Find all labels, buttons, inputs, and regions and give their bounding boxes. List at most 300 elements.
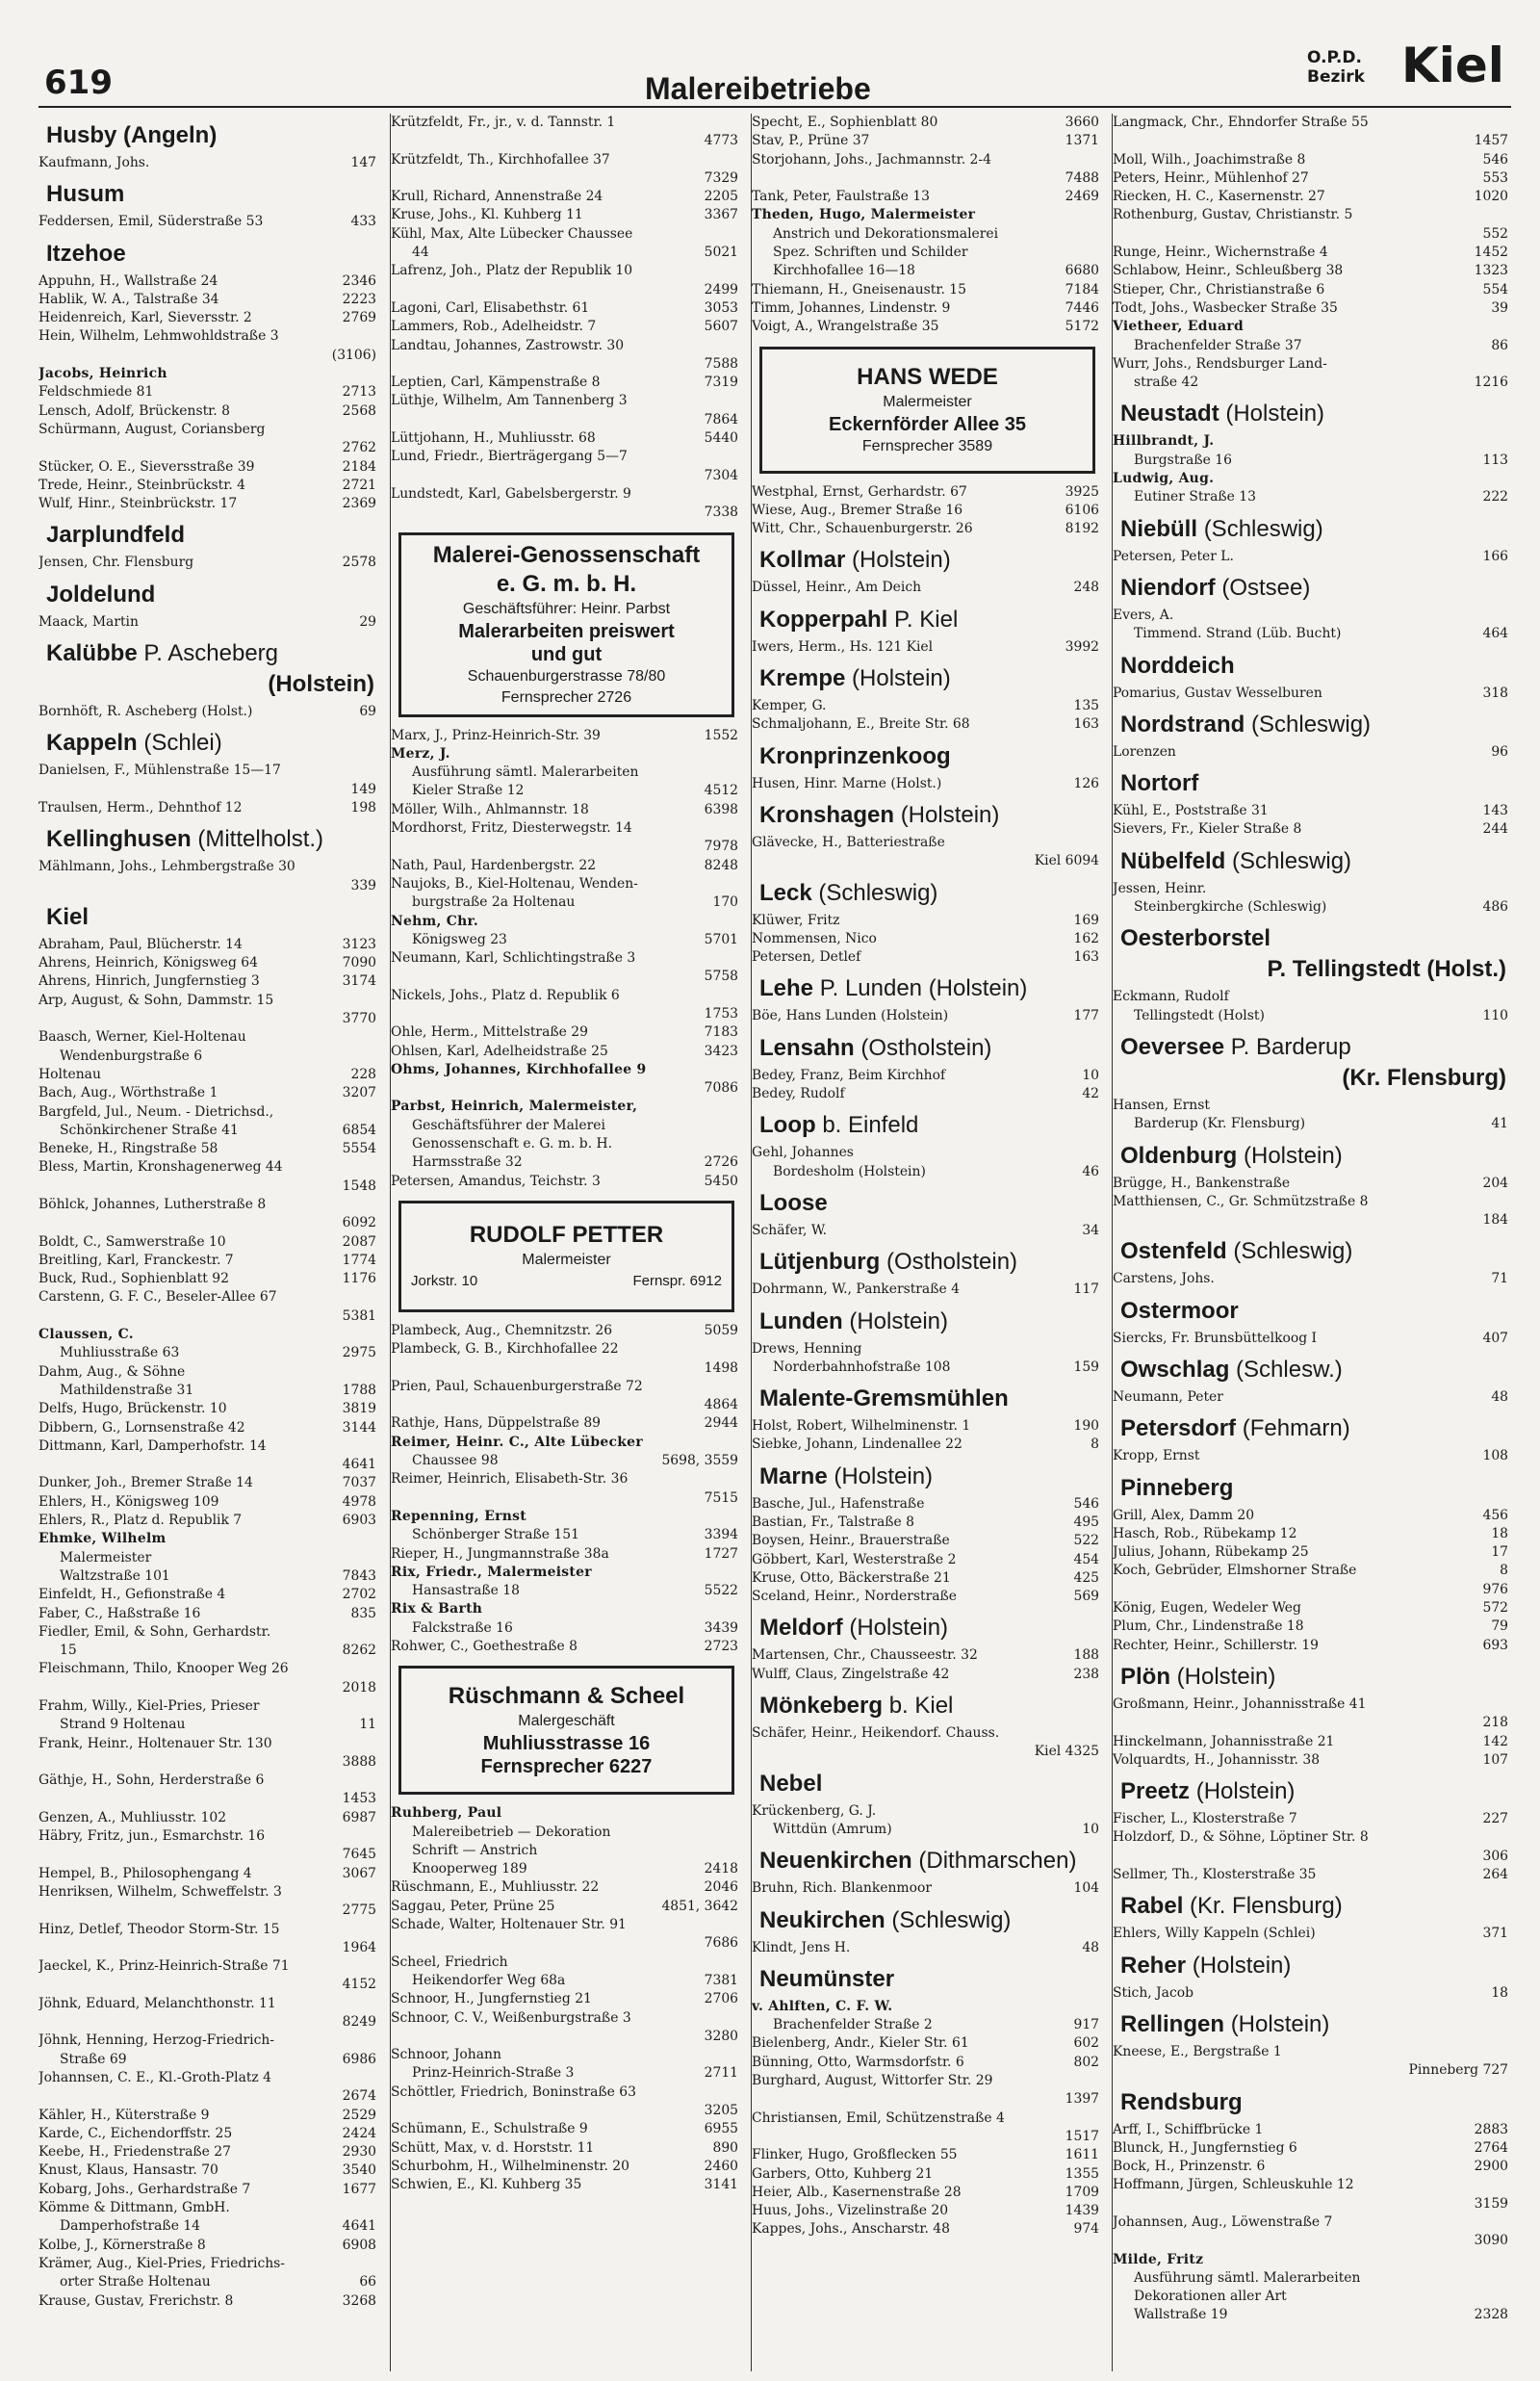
listing-continuation bbox=[391, 411, 742, 429]
phone-number: 5021 bbox=[704, 245, 738, 261]
phone-number: 4512 bbox=[704, 783, 738, 799]
listing-text: Krull, Richard, Annenstraße 24 bbox=[391, 189, 603, 205]
listing-text: Gehl, Johannes bbox=[752, 1145, 854, 1161]
listing-text: Häbry, Fritz, jun., Esmarchstr. 16 bbox=[38, 1828, 266, 1845]
listing-entry bbox=[38, 613, 380, 632]
listing-text: Lammers, Rob., Adelheidstr. 7 bbox=[391, 319, 597, 335]
listing-entry bbox=[391, 337, 742, 355]
place-heading bbox=[759, 1612, 1103, 1644]
listing-entry bbox=[1113, 2139, 1512, 2158]
place-heading bbox=[1120, 1235, 1512, 1268]
listing-text: Malermeister bbox=[60, 1549, 152, 1566]
listing-entry bbox=[38, 402, 380, 421]
listing-text: Todt, Johs., Wasbecker Straße 35 bbox=[1113, 299, 1338, 316]
place-qualifier: b. Kiel bbox=[888, 1693, 954, 1720]
phone-number: 3394 bbox=[704, 1527, 738, 1543]
listing-entry bbox=[391, 1173, 742, 1191]
listing-text: 7645 bbox=[342, 1847, 376, 1863]
listing-text: Kiel 4325 bbox=[1034, 1744, 1099, 1760]
listing-continuation bbox=[38, 2273, 380, 2291]
place-heading bbox=[46, 637, 380, 670]
place-name: Neustadt bbox=[1120, 401, 1219, 427]
listing-text: Reimer, Heinrich, Elisabeth-Str. 36 bbox=[391, 1471, 629, 1488]
listing-entry bbox=[38, 2237, 380, 2255]
listing-text: Runge, Heinr., Wichernstraße 4 bbox=[1113, 245, 1328, 261]
listing-text: Nommensen, Nico bbox=[752, 930, 877, 946]
phone-number: 2944 bbox=[704, 1415, 738, 1432]
place-qualifier: (Holstein) bbox=[1230, 2010, 1330, 2037]
listing-continuation bbox=[1113, 225, 1512, 244]
listing-text: Schnoor, C. V., Weißenburgstraße 3 bbox=[391, 2009, 631, 2026]
phone-number: 2723 bbox=[704, 1639, 738, 1654]
listing-text: Ludwig, Aug. bbox=[1113, 471, 1215, 487]
listing-entry bbox=[391, 1600, 742, 1618]
listing-text: Lagoni, Carl, Elisabethstr. 61 bbox=[391, 299, 590, 316]
listing-text: Fiedler, Emil, & Sohn, Gerhardstr. bbox=[38, 1623, 271, 1640]
listing-entry bbox=[752, 697, 1103, 715]
place-heading bbox=[759, 662, 1103, 695]
listing-text: Muhliusstraße 63 bbox=[60, 1345, 180, 1361]
listing-continuation bbox=[752, 2128, 1103, 2146]
listing-text: Schümann, E., Schulstraße 9 bbox=[391, 2121, 588, 2137]
place-qualifier: (Holstein) bbox=[849, 1307, 949, 1334]
column-1 bbox=[38, 114, 380, 2371]
listing-entry bbox=[1113, 1751, 1512, 1770]
place-qualifier: (Holstein) bbox=[1176, 1663, 1276, 1690]
listing-entry bbox=[38, 1530, 380, 1548]
listing-text: Feddersen, Emil, Süderstraße 53 bbox=[38, 214, 264, 230]
listing-text: Rothenburg, Gustav, Christianstr. 5 bbox=[1113, 207, 1353, 223]
listing-entry bbox=[391, 1954, 742, 1972]
listing-entry bbox=[752, 1495, 1103, 1514]
district-line-2: Bezirk bbox=[1307, 67, 1365, 87]
listing-entry bbox=[391, 1508, 742, 1526]
listing-text: 7515 bbox=[704, 1489, 738, 1506]
phone-number: 464 bbox=[1482, 626, 1508, 642]
phone-number: 147 bbox=[350, 155, 376, 170]
listing-entry bbox=[38, 1363, 380, 1382]
listing-entry bbox=[38, 1697, 380, 1716]
listing-entry bbox=[38, 2255, 380, 2273]
listing-text: Schlabow, Heinr., Schleußberg 38 bbox=[1113, 263, 1344, 279]
listing-entry bbox=[38, 992, 380, 1010]
listing-text: Geschäftsführer der Malerei bbox=[412, 1117, 605, 1133]
listing-entry bbox=[38, 1437, 380, 1456]
listing-entry bbox=[391, 727, 742, 745]
listing-text: Beneke, H., Ringstraße 58 bbox=[38, 1141, 218, 1157]
place-heading bbox=[1120, 1031, 1512, 1064]
listing-entry bbox=[752, 1532, 1103, 1550]
phone-number: 2369 bbox=[342, 496, 376, 512]
listing-text: Riecken, H. C., Kasernenstr. 27 bbox=[1113, 189, 1325, 205]
listing-text: Schürmann, August, Coriansberg bbox=[38, 421, 266, 437]
phone-number: 5554 bbox=[342, 1141, 376, 1157]
phone-number: 553 bbox=[1482, 169, 1508, 186]
listing-text: Bordesholm (Holstein) bbox=[773, 1163, 926, 1179]
listing-text: Hinckelmann, Johannisstraße 21 bbox=[1113, 1733, 1335, 1749]
phone-number: 4851, 3642 bbox=[661, 1898, 738, 1914]
phone-number: 227 bbox=[1482, 1811, 1508, 1827]
listing-text: Düssel, Heinr., Am Deich bbox=[752, 580, 922, 596]
listing-text: burgstraße 2a Holtenau bbox=[412, 894, 576, 911]
listing-entry bbox=[752, 948, 1103, 967]
phone-number: 17 bbox=[1491, 1544, 1508, 1561]
phone-number: 1439 bbox=[1065, 2203, 1099, 2219]
listing-entry bbox=[1113, 880, 1512, 898]
listing-entry bbox=[38, 2107, 380, 2125]
listing-continuation bbox=[391, 244, 742, 262]
listing-entry bbox=[38, 2161, 380, 2180]
phone-number: 2706 bbox=[704, 1991, 738, 2007]
listing-entry bbox=[752, 132, 1103, 150]
place-heading bbox=[759, 877, 1103, 910]
listing-text: 218 bbox=[1482, 1715, 1508, 1731]
phone-number: 86 bbox=[1491, 337, 1508, 353]
listing-entry bbox=[1113, 1097, 1512, 1115]
listing-entry bbox=[38, 1586, 380, 1604]
phone-number: 248 bbox=[1073, 580, 1099, 596]
listing-text: 7686 bbox=[704, 1935, 738, 1952]
listing-text: Parbst, Heinrich, Malermeister, bbox=[391, 1099, 638, 1115]
listing-entry bbox=[38, 383, 380, 401]
listing-text: Kaufmann, Johs. bbox=[38, 155, 150, 170]
place-qualifier: (Holstein) bbox=[1225, 401, 1325, 427]
listing-entry bbox=[38, 1028, 380, 1047]
listing-continuation bbox=[1113, 2232, 1512, 2250]
phone-number: 5440 bbox=[704, 430, 738, 447]
listing-text: Steinbergkirche (Schleswig) bbox=[1134, 899, 1327, 916]
listing-text: Wurr, Johs., Rendsburger Land- bbox=[1113, 355, 1327, 372]
listing-continuation bbox=[1113, 132, 1512, 150]
listing-continuation bbox=[752, 852, 1103, 870]
listing-continuation bbox=[391, 1972, 742, 1990]
place-qualifier: P. Kiel bbox=[894, 606, 959, 633]
listing-text: Landtau, Johannes, Zastrowstr. 30 bbox=[391, 337, 625, 353]
listing-text: Kähler, H., Küterstraße 9 bbox=[38, 2107, 210, 2123]
listing-continuation bbox=[1113, 1714, 1512, 1732]
listing-entry bbox=[1113, 743, 1512, 762]
place-name: Kappeln bbox=[46, 730, 138, 757]
listing-text: Specht, E., Sophienblatt 80 bbox=[752, 115, 938, 130]
listing-text: Ahrens, Heinrich, Königsweg 64 bbox=[38, 955, 258, 971]
phone-number: 5059 bbox=[704, 1322, 738, 1338]
place-heading bbox=[1120, 1890, 1512, 1923]
phone-number: 163 bbox=[1073, 716, 1099, 733]
listing-entry bbox=[391, 2083, 742, 2102]
listing-entry bbox=[1113, 1695, 1512, 1714]
listing-continuation bbox=[1113, 2269, 1512, 2288]
place-name: Mönkeberg bbox=[759, 1693, 884, 1720]
listing-text: Huus, Johs., Vizelinstraße 20 bbox=[752, 2203, 949, 2219]
listing-text: Schöttler, Friedrich, Boninstraße 63 bbox=[391, 2083, 636, 2100]
phone-number: 5698, 3559 bbox=[661, 1453, 738, 1469]
listing-entry bbox=[1113, 2121, 1512, 2139]
listing-entry bbox=[38, 1865, 380, 1883]
listing-continuation bbox=[38, 2087, 380, 2106]
phone-number: 69 bbox=[359, 704, 376, 720]
place-name: Ostermoor bbox=[1120, 1297, 1239, 1324]
phone-number: 2713 bbox=[342, 384, 376, 401]
place-heading bbox=[46, 178, 380, 211]
listing-entry bbox=[1113, 114, 1512, 132]
place-heading bbox=[1120, 1950, 1512, 1982]
place-heading bbox=[759, 1109, 1103, 1142]
listing-entry bbox=[391, 745, 742, 763]
phone-number: 113 bbox=[1482, 452, 1508, 468]
phone-number: 42 bbox=[1082, 1086, 1099, 1102]
listing-entry bbox=[38, 1474, 380, 1492]
listing-continuation bbox=[38, 1549, 380, 1567]
listing-text: Boysen, Heinr., Brauerstraße bbox=[752, 1533, 950, 1549]
listing-text: Dibbern, G., Lornsenstraße 42 bbox=[38, 1419, 245, 1436]
listing-text: Grill, Alex, Damm 20 bbox=[1113, 1507, 1255, 1523]
phone-number: 2726 bbox=[704, 1154, 738, 1171]
listing-entry bbox=[38, 1995, 380, 2013]
listing-entry bbox=[1113, 1828, 1512, 1847]
listing-entry bbox=[38, 2069, 380, 2087]
advertisement-genossenschaft bbox=[398, 532, 734, 717]
listing-continuation bbox=[38, 2051, 380, 2069]
listing-text: Neumann, Karl, Schlichtingstraße 3 bbox=[391, 950, 636, 967]
listing-continuation bbox=[1113, 374, 1512, 392]
listing-text: Sievers, Fr., Kieler Straße 8 bbox=[1113, 821, 1302, 838]
listing-entry bbox=[38, 477, 380, 495]
listing-entry bbox=[1113, 1388, 1512, 1407]
listing-entry bbox=[391, 913, 742, 931]
phone-number: 5607 bbox=[704, 319, 738, 335]
listing-text: Schmaljohann, E., Breite Str. 68 bbox=[752, 716, 970, 733]
listing-entry bbox=[752, 206, 1103, 224]
place-name: Lehe bbox=[759, 975, 814, 1002]
listing-continuation bbox=[752, 2016, 1103, 2034]
column-3 bbox=[751, 114, 1103, 2371]
listing-entry bbox=[38, 972, 380, 991]
listing-continuation bbox=[752, 262, 1103, 280]
listing-continuation bbox=[38, 1010, 380, 1028]
place-heading bbox=[1120, 1062, 1512, 1095]
listing-text: Falckstraße 16 bbox=[412, 1619, 513, 1636]
listing-entry bbox=[1113, 1637, 1512, 1655]
listing-entry bbox=[38, 1419, 380, 1437]
listing-entry bbox=[752, 2109, 1103, 2128]
listing-text: Neumann, Peter bbox=[1113, 1388, 1223, 1405]
ad-role: Malermeister bbox=[883, 393, 972, 410]
phone-number: 407 bbox=[1482, 1330, 1508, 1346]
listing-text: Kobarg, Johs., Gerhardstraße 7 bbox=[38, 2181, 251, 2197]
listing-entry bbox=[38, 1623, 380, 1642]
listing-text: Lorenzen bbox=[1113, 743, 1176, 760]
ad-phone: Fernspr. 6912 bbox=[632, 1272, 722, 1289]
listing-text: Plambeck, Aug., Chemnitzstr. 26 bbox=[391, 1322, 613, 1338]
listing-text: straße 42 bbox=[1134, 375, 1199, 391]
listing-continuation bbox=[391, 132, 742, 150]
place-name: Oesterborstel bbox=[1120, 925, 1271, 952]
place-heading bbox=[1120, 1412, 1512, 1445]
listing-text: Wittdün (Amrum) bbox=[773, 1821, 892, 1837]
listing-continuation bbox=[752, 2090, 1103, 2109]
place-qualifier: (Schleswig) bbox=[1203, 515, 1323, 542]
place-qualifier: (Schleswig) bbox=[1251, 711, 1372, 738]
place-qualifier: (Holstein) bbox=[852, 665, 951, 692]
place-name: Husby (Angeln) bbox=[46, 122, 218, 148]
listing-entry bbox=[1113, 1925, 1512, 1943]
listing-text: Anstrich und Dekorationsmalerei bbox=[773, 225, 999, 242]
phone-number: 2087 bbox=[342, 1233, 376, 1250]
listing-entry bbox=[752, 299, 1103, 318]
listing-text: Traulsen, Herm., Dehnthof 12 bbox=[38, 799, 243, 815]
listing-text: Boldt, C., Samwerstraße 10 bbox=[38, 1233, 226, 1250]
listing-text: Feldschmiede 81 bbox=[38, 384, 154, 401]
phone-number: 46 bbox=[1082, 1163, 1099, 1179]
listing-entry bbox=[38, 1735, 380, 1753]
listing-text: Reimer, Heinr. C., Alte Lübecker bbox=[391, 1434, 643, 1450]
phone-number: 198 bbox=[350, 799, 376, 815]
ad-role: Malermeister bbox=[522, 1251, 611, 1268]
place-qualifier: (Holstein) bbox=[834, 1462, 934, 1489]
listing-entry bbox=[752, 834, 1103, 852]
listing-text: Böhlck, Johannes, Lutherstraße 8 bbox=[38, 1196, 267, 1212]
phone-number: 222 bbox=[1482, 489, 1508, 505]
listing-text: Trede, Heinr., Steinbrückstr. 4 bbox=[38, 477, 246, 493]
listing-entry bbox=[1113, 820, 1512, 839]
listing-continuation bbox=[391, 1117, 742, 1135]
listing-text: Dittmann, Karl, Damperhofstr. 14 bbox=[38, 1437, 267, 1454]
listing-entry bbox=[38, 1883, 380, 1902]
listing-entry bbox=[1113, 548, 1512, 566]
listing-entry bbox=[38, 1772, 380, 1790]
place-name: Kopperpahl bbox=[759, 606, 888, 633]
listing-text: Naujoks, B., Kiel-Holtenau, Wenden- bbox=[391, 875, 638, 892]
phone-number: 2328 bbox=[1474, 2307, 1508, 2323]
listing-entry bbox=[1113, 1543, 1512, 1562]
phone-number: 1020 bbox=[1474, 189, 1508, 205]
listing-entry bbox=[1113, 1866, 1512, 1884]
listing-entry bbox=[38, 1233, 380, 1252]
listing-entry bbox=[38, 309, 380, 327]
place-heading bbox=[46, 519, 380, 552]
district-line-1: O.P.D. bbox=[1307, 48, 1362, 67]
listing-text: Kropp, Ernst bbox=[1113, 1448, 1200, 1464]
phone-number: 2460 bbox=[704, 2158, 738, 2174]
ad-name: Malerei-Genossenschaft bbox=[432, 541, 701, 568]
place-heading bbox=[1120, 650, 1512, 683]
listing-entry bbox=[752, 930, 1103, 948]
phone-number: 371 bbox=[1482, 1926, 1508, 1942]
place-heading bbox=[759, 972, 1103, 1005]
phone-number: 2568 bbox=[342, 402, 376, 419]
listing-continuation bbox=[391, 838, 742, 856]
listing-text: Jöhnk, Henning, Herzog-Friedrich- bbox=[38, 2032, 274, 2049]
listing-entry bbox=[391, 1990, 742, 2008]
listing-entry bbox=[1113, 1733, 1512, 1751]
phone-number: 7446 bbox=[1065, 299, 1099, 316]
listing-text: Flinker, Hugo, Großflecken 55 bbox=[752, 2147, 958, 2163]
phone-number: 1677 bbox=[342, 2181, 376, 2197]
place-name: Jarplundfeld bbox=[46, 522, 186, 549]
listing-entry bbox=[391, 1638, 742, 1656]
place-heading bbox=[1120, 398, 1512, 430]
advertisement-petter bbox=[398, 1201, 734, 1312]
listing-text: Bornhöft, R. Ascheberg (Holst.) bbox=[38, 704, 253, 720]
listing-text: Hinz, Detlef, Theodor Storm-Str. 15 bbox=[38, 1921, 280, 1937]
phone-number: 2769 bbox=[342, 310, 376, 326]
phone-number: 546 bbox=[1482, 151, 1508, 168]
phone-number: 126 bbox=[1073, 775, 1099, 791]
place-qualifier: (Ostsee) bbox=[1221, 574, 1311, 601]
listing-text: Jessen, Heinr. bbox=[1113, 880, 1207, 896]
listing-text: Wallstraße 19 bbox=[1134, 2307, 1228, 2323]
phone-number: 3660 bbox=[1065, 115, 1099, 130]
phone-number: 6106 bbox=[1065, 502, 1099, 518]
listing-text: Carstenn, G. F. C., Beseler-Allee 67 bbox=[38, 1289, 277, 1306]
listing-text: Sellmer, Th., Klosterstraße 35 bbox=[1113, 1867, 1317, 1883]
listing-text: Jöhnk, Eduard, Melanchthonstr. 11 bbox=[38, 1995, 276, 2011]
page-header bbox=[38, 37, 1511, 104]
place-name: Loop bbox=[759, 1112, 816, 1139]
place-heading bbox=[46, 579, 380, 611]
listing-entry bbox=[752, 2165, 1103, 2184]
listing-text: Lensch, Adolf, Brückenstr. 8 bbox=[38, 402, 230, 419]
listing-entry bbox=[1113, 2251, 1512, 2269]
listing-text: Delfs, Hugo, Brückenstr. 10 bbox=[38, 1401, 227, 1417]
listing-text: Rieper, H., Jungmannstraße 38a bbox=[391, 1545, 609, 1562]
listing-continuation bbox=[752, 1821, 1103, 1839]
listing-text: Bedey, Rudolf bbox=[752, 1086, 845, 1102]
phone-number: 66 bbox=[359, 2274, 376, 2290]
phone-number: 3141 bbox=[704, 2177, 738, 2193]
listing-text: Volquardts, H., Johannisstr. 38 bbox=[1113, 1751, 1321, 1768]
phone-number: 6398 bbox=[704, 801, 738, 817]
place-name: Preetz bbox=[1120, 1778, 1191, 1805]
phone-number: 166 bbox=[1482, 548, 1508, 564]
listing-text: Hansen, Ernst bbox=[1113, 1097, 1210, 1113]
listing-continuation bbox=[1113, 452, 1512, 470]
listing-text: Jensen, Chr. Flensburg bbox=[38, 555, 194, 571]
listing-text: Petersen, Peter L. bbox=[1113, 548, 1234, 564]
listing-entry bbox=[38, 458, 380, 477]
place-qualifier: P. Ascheberg bbox=[143, 640, 279, 667]
place-qualifier: (Holstein) bbox=[852, 547, 951, 574]
place-name: Krempe bbox=[759, 665, 846, 692]
listing-continuation bbox=[38, 1122, 380, 1140]
place-name: Meldorf bbox=[759, 1615, 843, 1642]
listing-continuation bbox=[1113, 2288, 1512, 2306]
place-qualifier: (Schleswig) bbox=[818, 879, 938, 906]
listing-text: Timmend. Strand (Lüb. Bucht) bbox=[1134, 626, 1342, 642]
listing-text: 1457 bbox=[1474, 133, 1508, 149]
phone-number: 4978 bbox=[342, 1493, 376, 1510]
listing-text: Siercks, Fr. Brunsbüttelkoog I bbox=[1113, 1330, 1318, 1346]
listing-entry bbox=[752, 1436, 1103, 1454]
listing-text: 4152 bbox=[342, 1977, 376, 1993]
listing-entry bbox=[38, 1196, 380, 1214]
phone-number: 3123 bbox=[342, 936, 376, 952]
phone-number: 107 bbox=[1482, 1751, 1508, 1768]
listing-text: 7978 bbox=[704, 839, 738, 855]
listing-entry bbox=[391, 875, 742, 893]
listing-entry bbox=[391, 857, 742, 875]
phone-number: 546 bbox=[1073, 1495, 1099, 1512]
phone-number: 6986 bbox=[342, 2051, 376, 2067]
listing-entry bbox=[391, 448, 742, 466]
place-qualifier: (Ostholstein) bbox=[860, 1034, 992, 1061]
listing-text: Schurbohm, H., Wilhelminenstr. 20 bbox=[391, 2158, 629, 2174]
listing-continuation bbox=[38, 1567, 380, 1586]
listing-entry bbox=[1113, 1562, 1512, 1580]
listing-text: Knust, Klaus, Hansastr. 70 bbox=[38, 2162, 218, 2179]
place-heading bbox=[759, 544, 1103, 577]
listing-entry bbox=[38, 1252, 380, 1270]
